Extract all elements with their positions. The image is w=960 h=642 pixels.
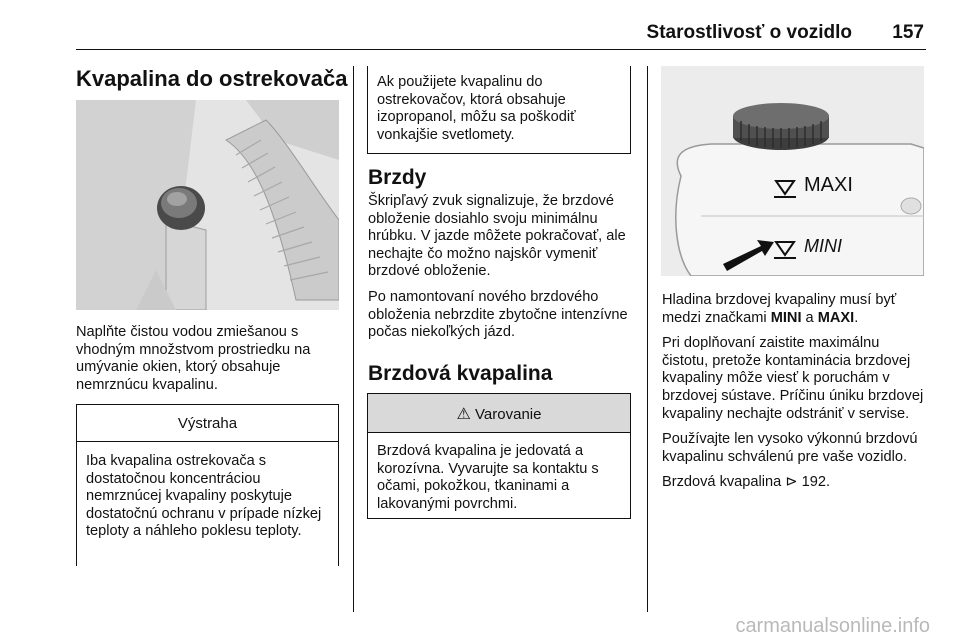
warning-box-header (368, 394, 630, 433)
maxi-mark-text: MAXI (817, 309, 855, 326)
brake-fluid-reservoir-illustration (661, 66, 924, 276)
caution-box-header (77, 405, 338, 442)
section-heading-washer-fluid: Kvapalina do ostrekovača (76, 66, 348, 91)
refilling-paragraph: Pri doplňovaní zaistite maximálnu čistotu, pretože kontaminácia brzdovej kvapaliny môže viesť k poruchám v brzdovej sústave. Príčinu úniku brzdovej kvapaliny nechajte odstrániť v servise. (662, 335, 924, 422)
caution-text: Iba kvapalina ostrekovača s dostatočnou koncentráciou nemrznúcej kvapaliny poskytuje dostatočnú ochranu v prípade nízkej teploty a náhleho poklesu teploty. (86, 453, 322, 540)
column-divider-right (647, 66, 648, 612)
approved-fluid-paragraph: Používajte len vysoko výkonnú brzdovú kvapalinu schválenú pre vaše vozidlo. (662, 431, 918, 465)
column-divider-left (353, 66, 354, 612)
section-heading-brake-fluid: Brzdová kvapalina (368, 362, 553, 385)
warning-title: Varovanie (475, 406, 542, 423)
brake-fluid-reservoir-figure (661, 66, 924, 276)
section-heading-brakes: Brzdy (368, 166, 427, 189)
fluid-level-paragraph: Hladina brzdovej kvapaliny musí byť medzi značkami MINI a MAXI. (662, 292, 897, 326)
page-number: 157 (892, 22, 924, 43)
watermark: carmanualsonline.info (735, 615, 930, 637)
page-reference-arrow-icon: ⊳ (785, 474, 798, 491)
headlamp-note-text: Ak použijete kvapalinu do ostrekovačov, ktorá obsahuje izopropanol, môžu sa poškodiť vonkajšie svetlomety. (377, 74, 576, 143)
brake-fluid-warning-box (367, 393, 631, 519)
mini-mark-label: MINI (804, 236, 842, 256)
page-reference[interactable]: Brzdová kvapalina ⊳ 192. (662, 474, 831, 491)
washer-fluid-instruction: Naplňte čistou vodou zmiešanou s vhodným množstvom prostriedku na umývanie okien, ktorý obsahuje nemrznúcu kvapalinu. (76, 324, 311, 393)
brake-fluid-paragraphs (662, 292, 928, 492)
washer-reservoir-illustration (76, 100, 339, 310)
maxi-mark-label: MAXI (804, 174, 853, 196)
washer-reservoir-figure (76, 100, 339, 310)
mini-mark-text: MINI (770, 309, 802, 326)
warning-text: Brzdová kvapalina je jedovatá a korozívna. Vyvarujte sa kontaktu s očami, pokožkou, tkaninami a lakovanými povrchmi. (377, 443, 599, 512)
header-rule (76, 49, 926, 50)
running-header-title: Starostlivosť o vozidlo (646, 22, 852, 43)
warning-triangle-icon: ⚠ (456, 406, 471, 423)
caution-box (76, 404, 339, 566)
caution-title: Výstraha (177, 415, 238, 432)
brakes-paragraph-1: Škripľavý zvuk signalizuje, že brzdové obloženie dosiahlo svoju minimálnu hrúbku. V jazde môžete pokračovať, ale nechajte čo možno najskôr vymeniť brzdové obloženie. (368, 193, 626, 280)
headlamp-note-box (367, 66, 631, 154)
page-reference-number: 192. (797, 474, 831, 491)
brakes-paragraph-2: Po namontovaní nového brzdového obloženia nebrzdite zbytočne intenzívne počas niekoľkých jázd. (368, 289, 628, 341)
